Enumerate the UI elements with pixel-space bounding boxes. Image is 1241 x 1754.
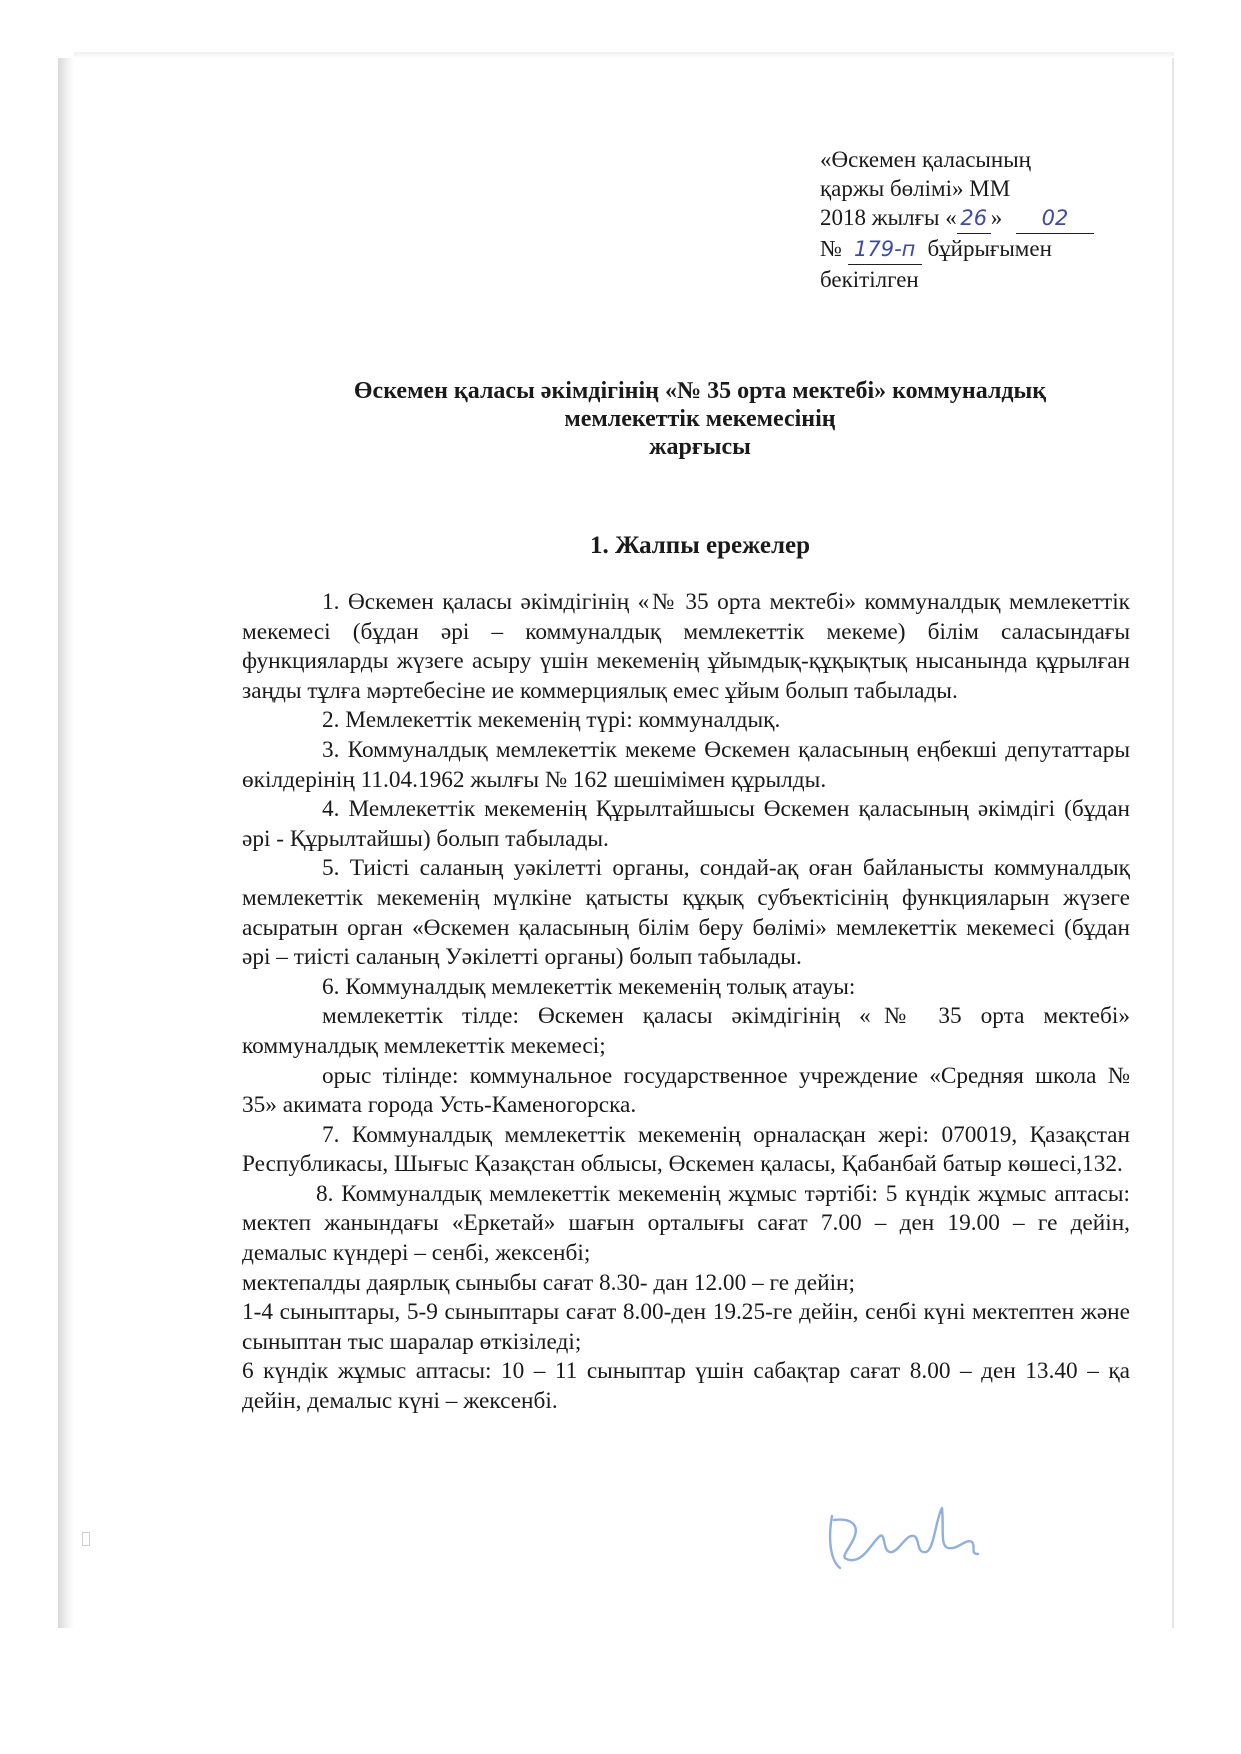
paragraph-6-russian-name: орыс тілінде: коммунальное государственное учреждение «Средняя школа № 35» акимата города Усть-Каменогорска.: [242, 1062, 1130, 1119]
paragraph-8-preschool: мектепалды даярлық сыныбы сағат 8.30- дан 12.00 – ге дейін;: [242, 1269, 855, 1296]
title-line-1: Өскемен қаласы әкімдігінің «№ 35 орта мектебі» коммуналдық: [353, 378, 1047, 404]
paragraph-8: 8. Коммуналдық мемлекеттік мекеменің жұмыс тәртібі: 5 күндік жұмыс аптасы: мектеп жанындағы «Еркетай» шағын орталығы сағат 7.00 – ден 19.00 – ге дейін, демалыс күндері – сенбі, жексенбі;: [242, 1180, 1130, 1267]
approval-year-text: 2018 жылғы «: [820, 205, 957, 230]
paragraph-8-grades: 1-4 сыныптары, 5-9 сыныптары сағат 8.00-ден 19.25-ге дейін, сенбі күні мектептен және сыныптан тыс шаралар өткізіледі;: [242, 1299, 1130, 1355]
paragraph-2: 2. Мемлекеттік мекеменің түрі: коммуналдық.: [322, 707, 781, 734]
handwritten-number: 179-п: [848, 235, 922, 265]
document-body: [242, 588, 1130, 1417]
approval-date-line: [820, 203, 1140, 234]
approval-line-2: қаржы бөлімі» ММ: [820, 176, 1011, 201]
title-line-2: мемлекеттік мекемесінің: [564, 406, 836, 432]
approval-quote-close: »: [990, 205, 1003, 230]
title-line-3: жарғысы: [649, 434, 751, 460]
approval-line-5: бекітілген: [820, 267, 919, 292]
scan-edge-right: [1172, 58, 1174, 1628]
document-title: [300, 377, 1100, 461]
paragraph-4: 4. Мемлекеттік мекеменің Құрылтайшысы Өскемен қаласының әкімдігі (бұдан әрі - Құрылтайшы) болып табылады.: [242, 796, 1130, 852]
scan-margin-mark: [82, 1532, 90, 1546]
paragraph-6-kazakh-name: мемлекеттік тілде: Өскемен қаласы әкімдігінің «№ 35 орта мектебі» коммуналдық мемлекеттік мекемесі;: [242, 1003, 1130, 1059]
approval-number-line: [820, 234, 1140, 265]
paragraph-7: 7. Коммуналдық мемлекеттік мекеменің орналасқан жері: 070019, Қазақстан Республикасы, Шығыс Қазақстан облысы, Өскемен қаласы, Қабанбай батыр көшесі,132.: [242, 1121, 1130, 1178]
approval-block: [820, 145, 1140, 294]
approval-line-1: «Өскемен қаласының: [820, 147, 1031, 172]
paragraph-1: 1. Өскемен қаласы әкімдігінің «№ 35 орта мектебі» коммуналдық мемлекеттік мекемесі (бұдан әрі – коммуналдық мемлекеттік мекеме) білім саласындағы функцияларды жүзеге асыру үшін мекеменің ұйымдық-құқықтық нысанында құрылған заңды тұлға мәртебесіне ие коммерциялық емес ұйым болып табылады.: [242, 589, 1130, 704]
handwritten-month: 02: [1016, 204, 1094, 234]
handwritten-day: 26: [957, 204, 991, 234]
signature: [820, 1498, 985, 1578]
paragraph-5: 5. Тиісті саланың уәкілетті органы, сондай-ақ оған байланысты коммуналдық мемлекеттік мекеменің мүлкіне қатысты құқық субъектісінің функцияларын жүзеге асыратын орган «Өскемен қаласының білім беру бөлімі» мемлекеттік мекемесі (бұдан әрі – тиісті саланың Уәкілетті органы) болып табылады.: [242, 855, 1130, 971]
paragraph-3: 3. Коммуналдық мемлекеттік мекеме Өскемен қаласының еңбекші депутаттары өкілдерінің 11.04.1962 жылғы № 162 шешімімен құрылды.: [242, 736, 1130, 793]
scan-edge-top: [74, 52, 1174, 58]
paragraph-6: 6. Коммуналдық мемлекеттік мекеменің толық атауы:: [322, 973, 856, 1000]
approval-number-prefix: №: [820, 236, 842, 261]
approval-order-word: бұйрығымен: [927, 236, 1052, 261]
scan-edge-left: [58, 58, 74, 1628]
paragraph-8-six-day-week: 6 күндік жұмыс аптасы: 10 – 11 сыныптар үшін сабақтар сағат 8.00 – ден 13.40 – қа дейін, демалыс күні – жексенбі.: [242, 1358, 1130, 1415]
section-heading: 1. Жалпы ережелер: [589, 532, 811, 559]
